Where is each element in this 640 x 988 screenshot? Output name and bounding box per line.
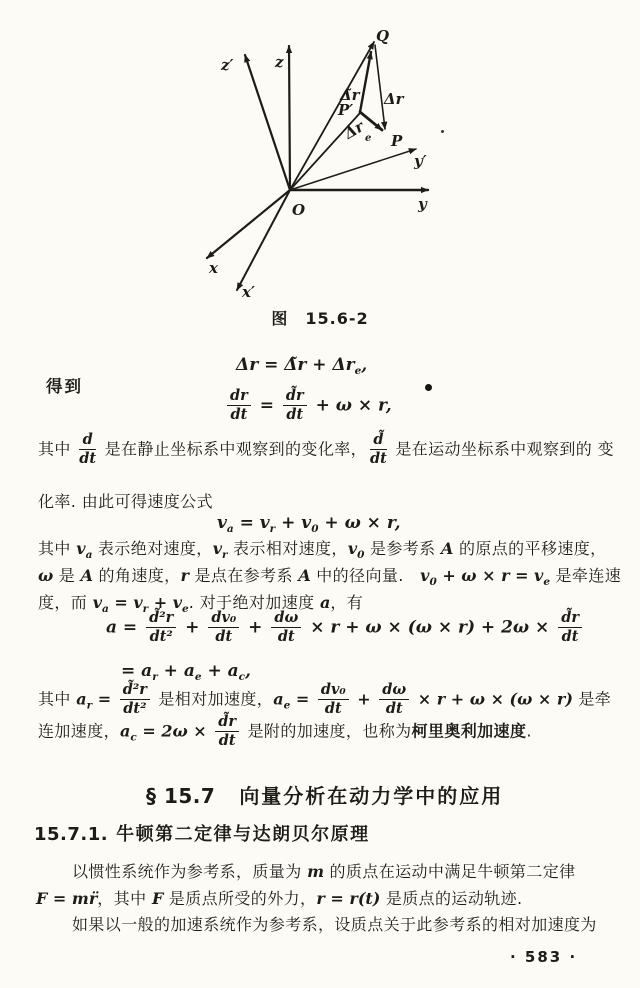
subsection-title: 牛顿第二定律与达朗贝尔原理 — [116, 824, 370, 845]
paragraph-acceleration-line-1: 其中 $a_r$ = $\frac{\text{d̃²r}}{\text{dt²}}$ 是相对加速度，$a_e$ = $\frac{\text{dv₀}}{dt}$ + $\frac{d\omega}{dt}$ × r + ω × (ω × r) 是牵 — [38, 681, 612, 718]
body-accelerated-frame-line: 如果以一般的加速系统作为参考系，设质点关于此参考系的相对加速度为 — [72, 915, 597, 934]
x-axis — [207, 190, 290, 258]
equation-displacement: Δr = Δ̃r + $\Delta r_e$, — [236, 355, 368, 377]
figure-15-6-2 — [168, 8, 480, 303]
equation-dr-dt: $\frac{dr}{dt}$ = $\frac{d̃r}{dt}$ + ω × r, — [224, 388, 392, 423]
vector-Q-to-P — [375, 45, 385, 129]
subsection-number: 15.7.1. — [34, 824, 109, 845]
vector-P-prime-to-Q — [360, 52, 371, 112]
x-prime-axis-label: x′ — [242, 283, 255, 301]
origin-label: O — [292, 201, 306, 219]
z-prime-axis — [245, 55, 290, 190]
body-newton-line-1: 以惯性系统作为参考系，质量为 m 的质点在运动中满足牛顿第二定律 — [72, 862, 576, 881]
subsection-heading — [34, 820, 370, 846]
section-title: 向量分析在动力学中的应用 — [239, 784, 504, 808]
vector-O-to-Q — [290, 42, 374, 190]
point-P-prime-label: P′ — [338, 101, 354, 119]
z-axis — [289, 46, 290, 190]
delta-r-e-subscript: e — [365, 133, 372, 144]
y-axis-label: y — [418, 195, 427, 213]
section-number: § 15.7 — [146, 784, 216, 808]
delta-r-tilde-label: Δ̃r — [340, 86, 360, 104]
paragraph-acceleration-line-2: 连加速度，$a_c = 2\omega$ × $\frac{d̃r}{dt}$ 是附的加速度，也称为柯里奥利加速度. — [38, 713, 532, 750]
point-P-label: P — [391, 132, 403, 150]
section-heading — [146, 780, 503, 809]
paragraph-rate-line-2: 化率. 由此可得速度公式 — [38, 492, 213, 511]
body-newton-line-2: F = mr̈，其中 F 是质点所受的外力，r = r(t) 是质点的运动轨迹. — [36, 889, 523, 908]
delta-r-e-label: Δr — [341, 117, 367, 143]
x-axis-label: x — [209, 259, 218, 277]
paragraph-velocity-line-3: 度，而 $v_a = v_r + v_e$. 对于绝对加速度 a，有 — [38, 593, 364, 615]
equation-velocity: $v_a = v_r + v_0 + \omega \times r$, — [217, 513, 401, 535]
delta-r-label: Δr — [384, 90, 404, 108]
point-Q-label: Q — [376, 27, 390, 45]
lead-in-text: 得到 — [46, 377, 83, 396]
paragraph-velocity-line-2: ω 是 A 的角速度，r 是点在参考系 A 中的径向量. $v_0 + \omega \times r = v_e$ 是牵连速 — [38, 566, 622, 588]
paragraph-velocity-line-1: 其中 $v_a$ 表示绝对速度，$v_r$ 表示相对速度，$v_0$ 是参考系 A 的原点的平移速度， — [38, 539, 607, 561]
z-prime-axis-label: z′ — [221, 56, 234, 74]
y-prime-axis-label: y′ — [414, 152, 427, 170]
z-axis-label: z — [275, 53, 284, 71]
x-prime-axis — [237, 190, 290, 290]
ink-speck — [441, 130, 444, 133]
figure-caption: 图 15.6-2 — [271, 309, 369, 328]
page-number: · 583 · — [510, 948, 578, 966]
equation-acceleration-line-2: = $a_r + a_e + a_c$, — [121, 661, 251, 683]
ink-blot — [425, 384, 432, 391]
paragraph-rate-line-1: 其中 $\frac{d}{dt}$ 是在静止坐标系中观察到的变化率， $\frac{d̃}{dt}$ 是在运动坐标系中观察到的 变 — [38, 431, 615, 468]
equation-acceleration-line-1: a = $\frac{\text{d̃²r}}{\text{dt²}}$ + $\frac{\text{dv₀}}{dt}$ + $\frac{d\omega}{dt}$ × r + ω × (ω × r) + 2ω × $\frac{d̃r}{dt}$ — [106, 610, 585, 645]
